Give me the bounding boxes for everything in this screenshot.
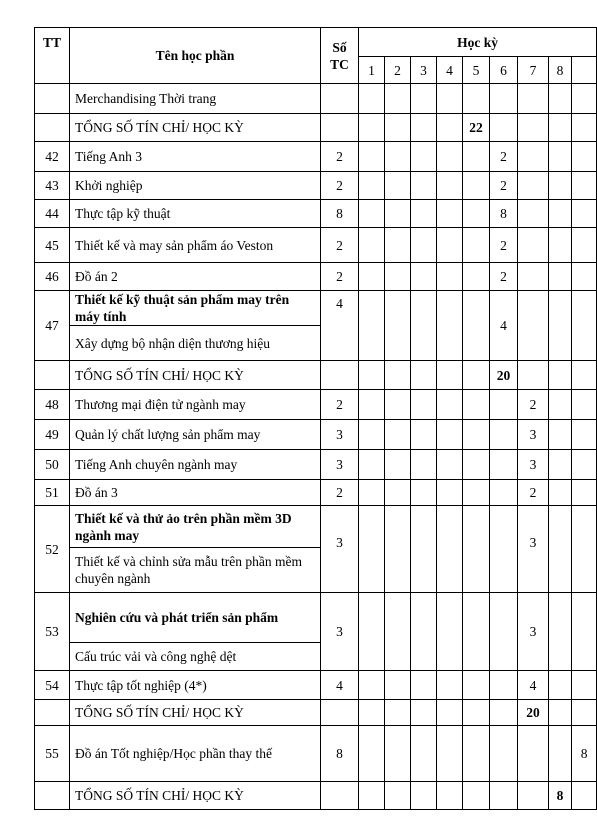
table-row — [35, 200, 597, 228]
row-number: 45 — [35, 228, 70, 263]
course-name: Thực tập tốt nghiệp (4*) — [70, 671, 321, 700]
course-name-alt: Thiết kế và chỉnh sửa mẫu trên phần mềm chuyên ngành — [70, 548, 321, 593]
credits: 4 — [321, 291, 359, 361]
total-row — [35, 114, 597, 142]
table-row — [35, 291, 597, 326]
course-name: Khởi nghiệp — [70, 172, 321, 200]
semester-credit: 8 — [572, 726, 597, 782]
semester-credit: 4 — [490, 291, 518, 361]
semester-1: 1 — [359, 57, 385, 84]
course-name: Merchandising Thời trang — [70, 84, 321, 114]
header-tc-line1: Số — [332, 39, 347, 55]
credits: 4 — [321, 671, 359, 700]
total-value: 22 — [463, 114, 490, 142]
semester-credit: 2 — [490, 142, 518, 172]
credits: 2 — [321, 480, 359, 506]
total-label: TỔNG SỐ TÍN CHỈ/ HỌC KỲ — [70, 782, 321, 810]
row-number: 50 — [35, 450, 70, 480]
row-number: 53 — [35, 593, 70, 671]
table-row — [35, 726, 597, 782]
total-row — [35, 361, 597, 390]
row-number: 47 — [35, 291, 70, 361]
table-row — [35, 420, 597, 450]
semester-6: 6 — [490, 57, 518, 84]
semester-credit: 3 — [518, 450, 549, 480]
total-label: TỔNG SỐ TÍN CHỈ/ HỌC KỲ — [70, 114, 321, 142]
row-number: 43 — [35, 172, 70, 200]
total-value: 8 — [549, 782, 572, 810]
course-name: Đồ án Tốt nghiệp/Học phần thay thế — [70, 726, 321, 782]
header-name: Tên học phần — [70, 28, 321, 84]
header-tc — [321, 28, 359, 84]
course-name-alt: Xây dựng bộ nhận diện thương hiệu — [70, 326, 321, 361]
course-name: Thiết kế kỹ thuật sản phẩm may trên máy tính — [70, 291, 321, 326]
table-row — [35, 450, 597, 480]
table-row — [35, 390, 597, 420]
semester-credit: 2 — [518, 480, 549, 506]
course-name: Thực tập kỹ thuật — [70, 200, 321, 228]
semester-extra — [572, 57, 597, 84]
course-name: Đồ án 3 — [70, 480, 321, 506]
course-name: Thương mại điện tử ngành may — [70, 390, 321, 420]
semester-7: 7 — [518, 57, 549, 84]
curriculum-table — [34, 27, 597, 810]
table-row — [35, 142, 597, 172]
total-label: TỔNG SỐ TÍN CHỈ/ HỌC KỲ — [70, 361, 321, 390]
table-row — [35, 593, 597, 643]
credits: 2 — [321, 172, 359, 200]
semester-credit: 2 — [490, 263, 518, 291]
semester-credit: 2 — [490, 228, 518, 263]
table-row — [35, 506, 597, 548]
table-row — [35, 84, 597, 114]
credits: 3 — [321, 593, 359, 671]
row-number: 42 — [35, 142, 70, 172]
semester-2: 2 — [385, 57, 411, 84]
row-number: 44 — [35, 200, 70, 228]
semester-credit: 3 — [518, 593, 549, 671]
semester-credit: 2 — [518, 390, 549, 420]
course-name-alt: Cấu trúc vải và công nghệ dệt — [70, 643, 321, 671]
row-number: 48 — [35, 390, 70, 420]
total-row — [35, 782, 597, 810]
course-name: Nghiên cứu và phát triển sản phẩm — [70, 593, 321, 643]
table-row — [35, 671, 597, 700]
header-tc-line2: TC — [330, 56, 349, 72]
course-name: Quản lý chất lượng sản phẩm may — [70, 420, 321, 450]
row-number: 46 — [35, 263, 70, 291]
table-row — [35, 480, 597, 506]
credits: 2 — [321, 228, 359, 263]
row-number: 52 — [35, 506, 70, 593]
semester-8: 8 — [549, 57, 572, 84]
credits: 3 — [321, 506, 359, 593]
semester-5: 5 — [463, 57, 490, 84]
course-name: Thiết kế và may sản phẩm áo Veston — [70, 228, 321, 263]
semester-4: 4 — [437, 57, 463, 84]
credits: 3 — [321, 450, 359, 480]
row-number: 54 — [35, 671, 70, 700]
row-number: 51 — [35, 480, 70, 506]
table-row — [35, 228, 597, 263]
table-row — [35, 263, 597, 291]
course-name: Tiếng Anh chuyên ngành may — [70, 450, 321, 480]
course-name: Thiết kế và thử ảo trên phần mềm 3D ngành may — [70, 506, 321, 548]
credits: 2 — [321, 390, 359, 420]
table-row — [35, 172, 597, 200]
total-value: 20 — [490, 361, 518, 390]
semester-credit: 3 — [518, 506, 549, 593]
row-number: 55 — [35, 726, 70, 782]
total-value: 20 — [518, 700, 549, 726]
credits: 3 — [321, 420, 359, 450]
course-name: Tiếng Anh 3 — [70, 142, 321, 172]
course-name: Đồ án 2 — [70, 263, 321, 291]
credits: 8 — [321, 726, 359, 782]
row-number: 49 — [35, 420, 70, 450]
credits: 8 — [321, 200, 359, 228]
header-tt: TT — [35, 28, 70, 84]
total-row — [35, 700, 597, 726]
credits: 2 — [321, 142, 359, 172]
semester-3: 3 — [411, 57, 437, 84]
total-label: TỔNG SỐ TÍN CHỈ/ HỌC KỲ — [70, 700, 321, 726]
semester-credit: 3 — [518, 420, 549, 450]
semester-credit: 2 — [490, 172, 518, 200]
semester-credit: 8 — [490, 200, 518, 228]
semester-credit: 4 — [518, 671, 549, 700]
credits: 2 — [321, 263, 359, 291]
header-semester: Học kỳ — [359, 28, 597, 57]
